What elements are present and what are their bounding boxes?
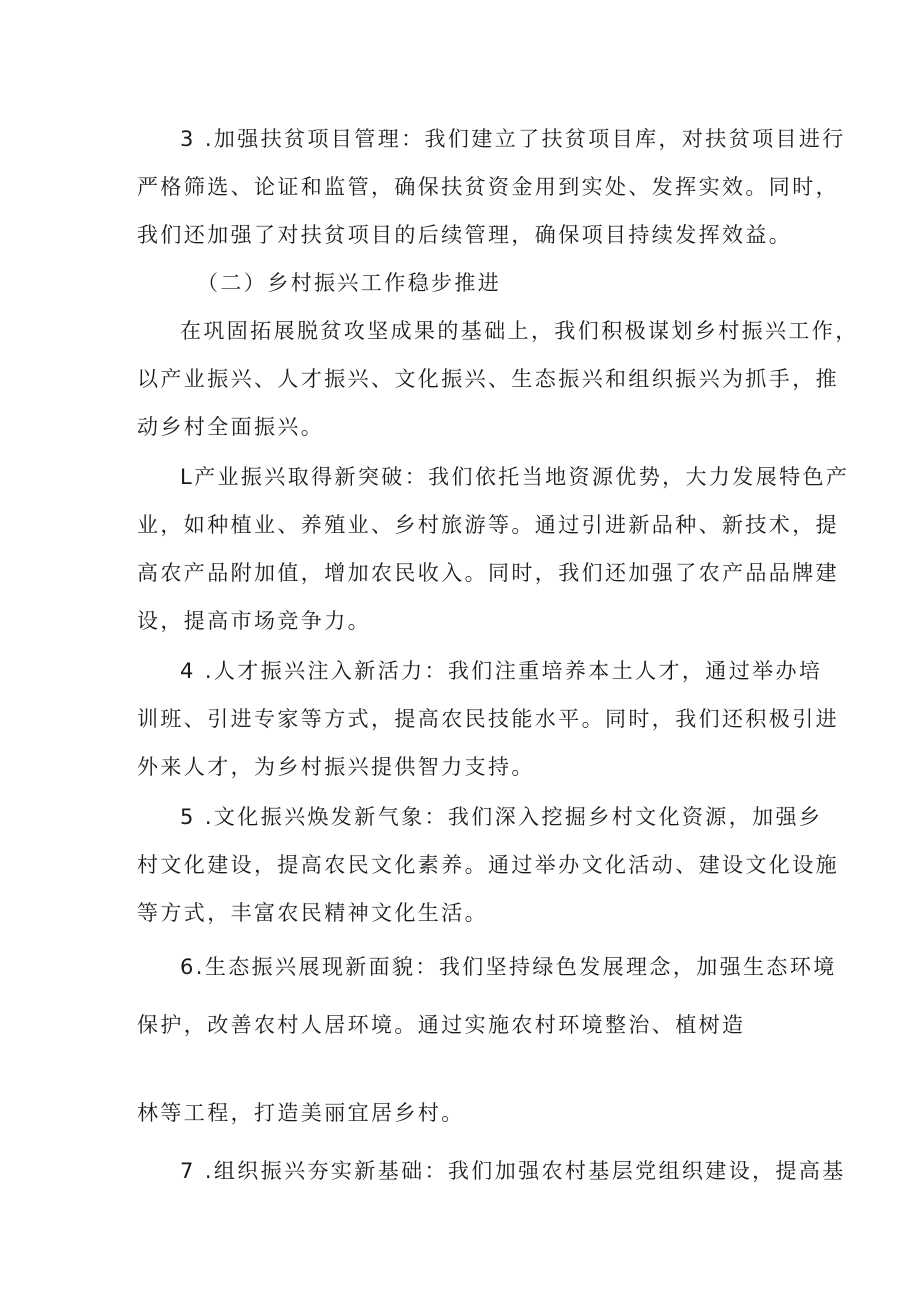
text-line: 5 .文化振兴焕发新气象：我们深入挖掘乡村文化资源，加强乡 [180,805,823,829]
text-line: 3 .加强扶贫项目管理：我们建立了扶贫项目库，对扶贫项目进行 [180,127,846,151]
text-line: 4 .人才振兴注入新活力：我们注重培养本土人才，通过举办培 [180,659,823,683]
text-line: 动乡村全面振兴。 [137,415,325,439]
text-line: 严格筛选、论证和监管，确保扶贫资金用到实处、发挥实效。同时， [137,175,839,199]
text-line: 村文化建设，提高农民文化素养。通过举办文化活动、建设文化设施 [137,853,839,877]
text-line: 在巩固拓展脱贫攻坚成果的基础上，我们积极谋划乡村振兴工作， [180,319,859,343]
text-line: 以产业振兴、人才振兴、文化振兴、生态振兴和组织振兴为抓手，推 [137,367,839,391]
text-line: 保护，改善农村人居环境。通过实施农村环境整治、植树造 [137,1013,746,1037]
text-line: 高农产品附加值，增加农民收入。同时，我们还加强了农产品品牌建 [137,561,839,585]
text-line: 我们还加强了对扶贫项目的后续管理，确保项目持续发挥效益。 [137,223,793,247]
section-heading: （二）乡村振兴工作稳步推进 [197,271,502,295]
text-line: 设，提高市场竞争力。 [137,609,371,633]
text-line: L产业振兴取得新突破：我们依托当地资源优势，大力发展特色产 [180,465,850,489]
text-line: 业，如种植业、养殖业、乡村旅游等。通过引进新品种、新技术，提 [137,513,839,537]
text-line: 6.生态振兴展现新面貌：我们坚持绿色发展理念，加强生态环境 [180,955,837,979]
text-line: 7 .组织振兴夯实新基础：我们加强农村基层党组织建设，提高基 [180,1159,846,1183]
text-line: 外来人才，为乡村振兴提供智力支持。 [137,755,535,779]
text-line: 训班、引进专家等方式，提高农民技能水平。同时，我们还积极引进 [137,707,839,731]
text-line: 林等工程，打造美丽宜居乡村。 [137,1101,465,1125]
text-line: 等方式，丰富农民精神文化生活。 [137,901,488,925]
